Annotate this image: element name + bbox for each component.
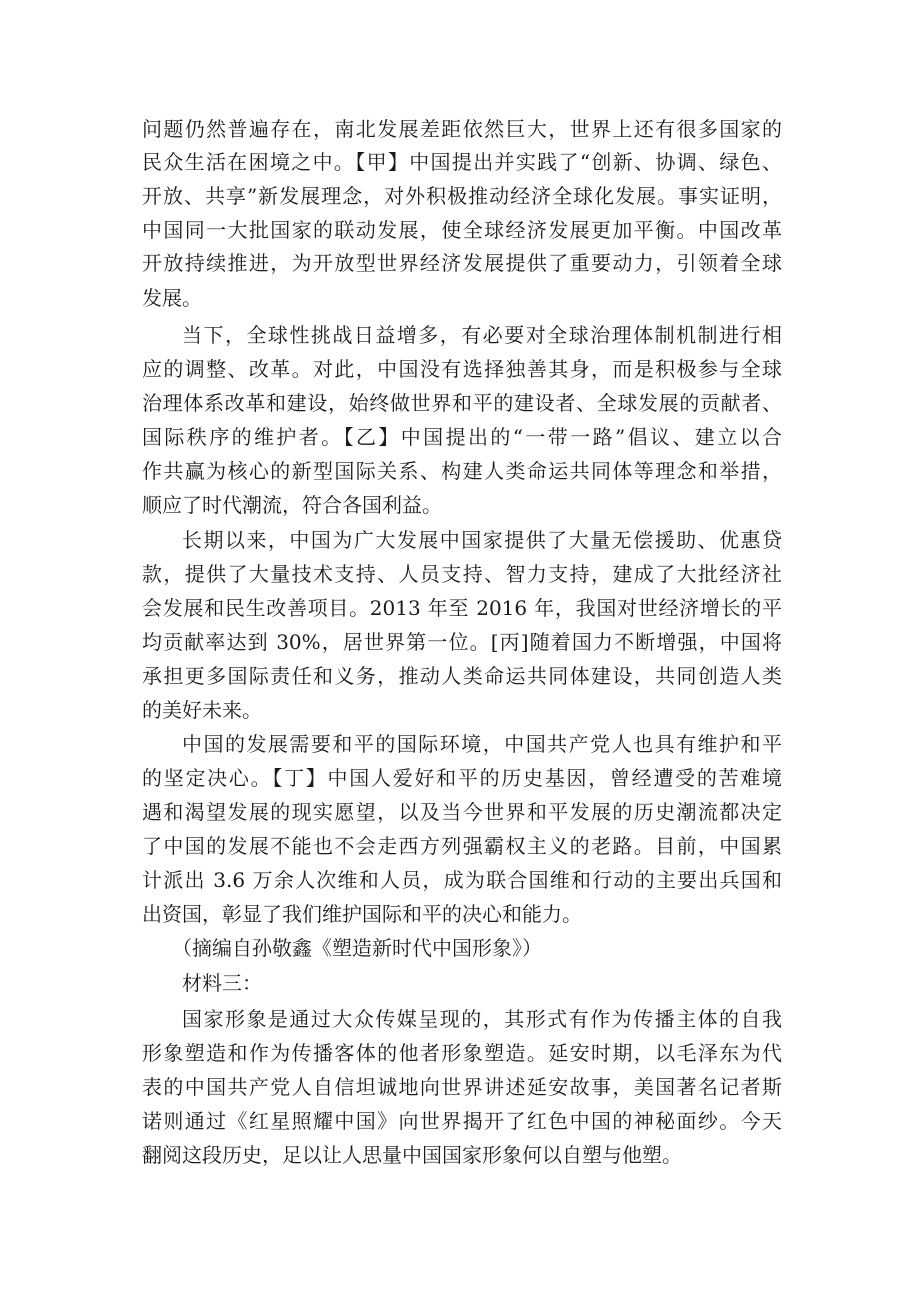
paragraph-first-line: 长期以来，中国为广大发展中国家提供了大量无偿援助、优惠贷 xyxy=(182,528,782,552)
text-line: 发展。 xyxy=(142,286,202,310)
text-line: 款，提供了大量技术支持、人员支持、智力支持，建成了大批经济社 xyxy=(142,562,782,586)
text-line: 中国同一大批国家的联动发展，使全球经济发展更加平衡。中国改革 xyxy=(142,218,782,242)
text-line: 的坚定决心。【丁】中国人爱好和平的历史基因，曾经遭受的苦难境 xyxy=(142,766,782,790)
source-citation: （摘编自孙敬鑫《塑造新时代中国形象》） xyxy=(172,936,542,960)
paragraph-first-line: 当下，全球性挑战日益增多，有必要对全球治理体制机制进行相 xyxy=(182,323,782,347)
text-line: 问题仍然普遍存在，南北发展差距依然巨大，世界上还有很多国家的 xyxy=(142,117,782,141)
text-line: 治理体系改革和建设，始终做世界和平的建设者、全球发展的贡献者、 xyxy=(142,391,782,415)
text-line: 应的调整、改革。对此，中国没有选择独善其身，而是积极参与全球 xyxy=(142,357,782,381)
text-line: 的美好未来。 xyxy=(142,698,262,722)
section-heading: 材料三： xyxy=(182,971,262,995)
text-line: 会发展和民生改善项目。2013 年至 2016 年，我国对世经济增长的平 xyxy=(142,596,782,620)
text-line: 均贡献率达到 30%，居世界第一位。[丙]随着国力不断增强，中国将 xyxy=(142,630,782,654)
text-line: 翻阅这段历史，足以让人思量中国国家形象何以自塑与他塑。 xyxy=(142,1143,682,1167)
text-line: 形象塑造和作为传播客体的他者形象塑造。延安时期，以毛泽东为代 xyxy=(142,1041,782,1065)
text-line: 诺则通过《红星照耀中国》向世界揭开了红色中国的神秘面纱。今天 xyxy=(142,1109,782,1133)
paragraph-first-line: 国家形象是通过大众传媒呈现的，其形式有作为传播主体的自我 xyxy=(182,1007,782,1031)
text-line: 了中国的发展不能也不会走西方列强霸权主义的老路。目前，中国累 xyxy=(142,834,782,858)
text-line: 遇和渴望发展的现实愿望，以及当今世界和平发展的历史潮流都决定 xyxy=(142,800,782,824)
text-line: 开放、共享”新发展理念，对外积极推动经济全球化发展。事实证明， xyxy=(142,184,782,208)
text-line: 表的中国共产党人自信坦诚地向世界讲述延安故事，美国著名记者斯 xyxy=(142,1075,782,1099)
text-line: 民众生活在困境之中。【甲】中国提出并实践了“创新、协调、绿色、 xyxy=(142,150,782,174)
text-line: 开放持续推进，为开放型世界经济发展提供了重要动力，引领着全球 xyxy=(142,251,782,275)
text-line: 计派出 3.6 万余人次维和人员，成为联合国维和行动的主要出兵国和 xyxy=(142,868,782,892)
text-line: 出资国，彰显了我们维护国际和平的决心和能力。 xyxy=(142,902,582,926)
text-line: 作共赢为核心的新型国际关系、构建人类命运共同体等理念和举措， xyxy=(142,459,782,483)
text-line: 顺应了时代潮流，符合各国利益。 xyxy=(142,493,442,517)
text-line: 承担更多国际责任和义务，推动人类命运共同体建设，共同创造人类 xyxy=(142,664,782,688)
paragraph-first-line: 中国的发展需要和平的国际环境，中国共产党人也具有维护和平 xyxy=(182,732,782,756)
text-line: 国际秩序的维护者。【乙】中国提出的“一带一路”倡议、建立以合 xyxy=(142,425,782,449)
